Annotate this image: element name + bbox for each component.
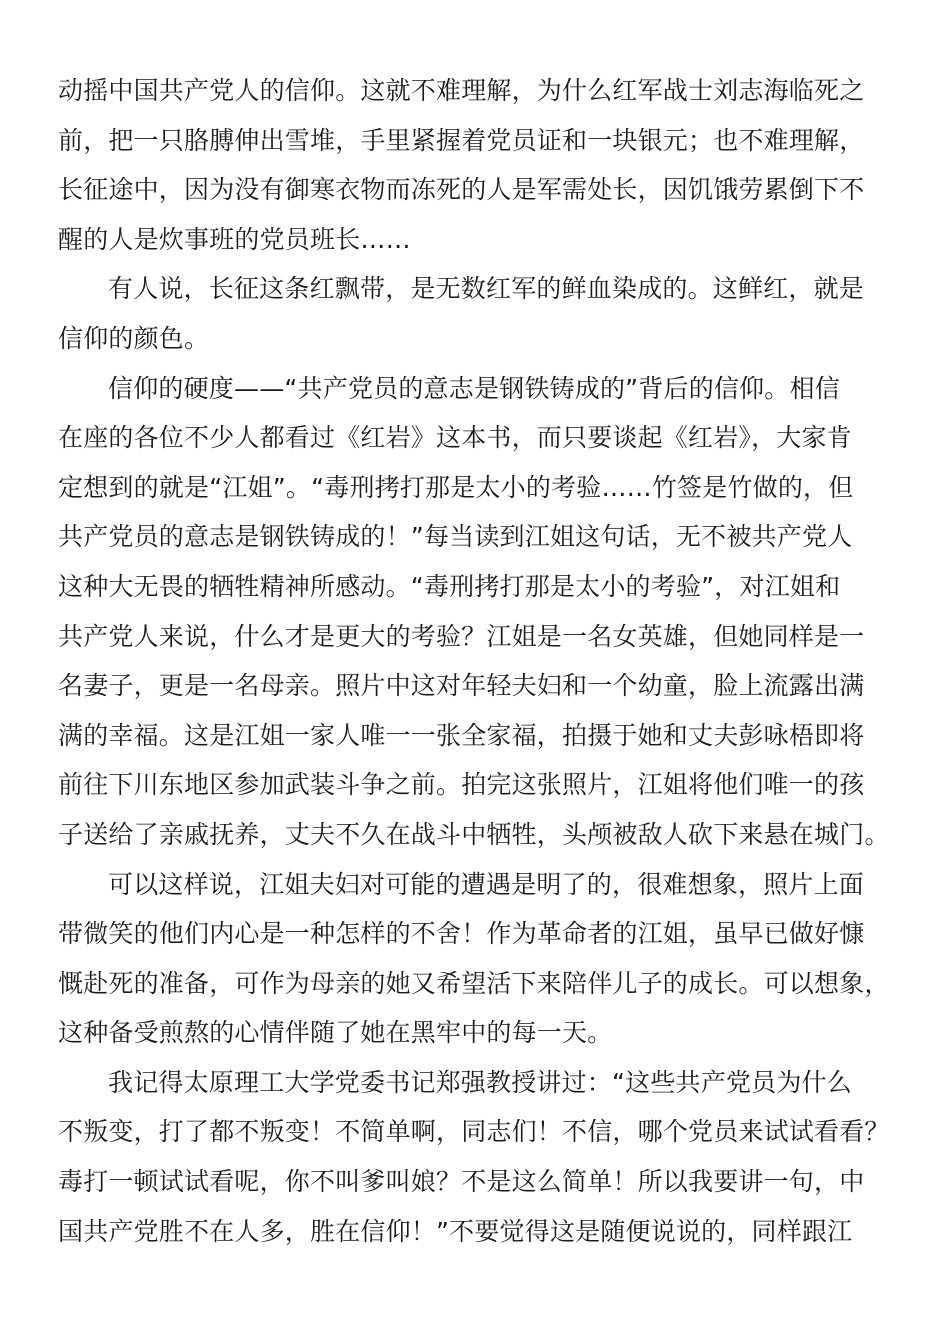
body-text: [58, 66, 894, 1256]
paragraph-first-line: 可以这样说，江姐夫妇对可能的遭遇是明了的，很难想象，照片上面: [108, 869, 865, 899]
text-line: 不叛变，打了都不叛变！不简单啊，同志们！不信，哪个党员来试试看看？: [58, 1117, 890, 1147]
text-line: 前，把一只胳膊伸出雪堆，手里紧握着党员证和一块银元；也不难理解，: [58, 125, 865, 155]
text-line: 共产党人来说，什么才是更大的考验？江姐是一名女英雄，但她同样是一: [58, 621, 865, 651]
text-line: 这种备受煎熬的心情伴随了她在黑牢中的每一天。: [58, 1018, 613, 1048]
text-line: 醒的人是炊事班的党员班长……: [58, 224, 411, 254]
text-line: 带微笑的他们内心是一种怎样的不舍！作为革命者的江姐，虽早已做好慷: [58, 919, 865, 949]
text-line: 共产党员的意志是钢铁铸成的！”每当读到江姐这句话，无不被共产党人: [58, 522, 853, 552]
text-line: 定想到的就是“江姐”。“毒刑拷打那是太小的考验……竹签是竹做的，但: [58, 472, 854, 502]
text-line: 满的幸福。这是江姐一家人唯一一张全家福，拍摄于她和丈夫彭咏梧即将: [58, 720, 865, 750]
paragraph-first-line: 有人说，长征这条红飘带，是无数红军的鲜血染成的。这鲜红，就是: [108, 274, 865, 304]
paragraph-first-line: 信仰的硬度——“共产党员的意志是钢铁铸成的”背后的信仰。相信: [108, 373, 840, 403]
text-line: 名妻子，更是一名母亲。照片中这对年轻夫妇和一个幼童，脸上流露出满: [58, 671, 865, 701]
text-line: 毒打一顿试试看呢，你不叫爹叫娘？不是这么简单！所以我要讲一句，中: [58, 1167, 865, 1197]
text-line: 这种大无畏的牺牲精神所感动。“毒刑拷打那是太小的考验”，对江姐和: [58, 571, 841, 601]
text-line: 子送给了亲戚抚养，丈夫不久在战斗中牺牲，头颅被敌人砍下来悬在城门。: [58, 819, 890, 849]
text-line: 前往下川东地区参加武装斗争之前。拍完这张照片，江姐将他们唯一的孩: [58, 770, 865, 800]
text-line: 动摇中国共产党人的信仰。这就不难理解，为什么红军战士刘志海临死之: [58, 76, 865, 105]
text-line: 在座的各位不少人都看过《红岩》这本书，而只要谈起《红岩》，大家肯: [58, 423, 852, 453]
text-line: 长征途中，因为没有御寒衣物而冻死的人是军需处长，因饥饿劳累倒下不: [58, 175, 865, 205]
text-line: 慨赴死的准备，可作为母亲的她又希望活下来陪伴儿子的成长。可以想象，: [58, 968, 890, 998]
text-line: 信仰的颜色。: [58, 323, 210, 353]
text-line: 国共产党胜不在人多，胜在信仰！”不要觉得这是随便说说的，同样跟江: [58, 1216, 853, 1246]
paragraph-first-line: 我记得太原理工大学党委书记郑强教授讲过：“这些共产党员为什么: [108, 1067, 852, 1097]
